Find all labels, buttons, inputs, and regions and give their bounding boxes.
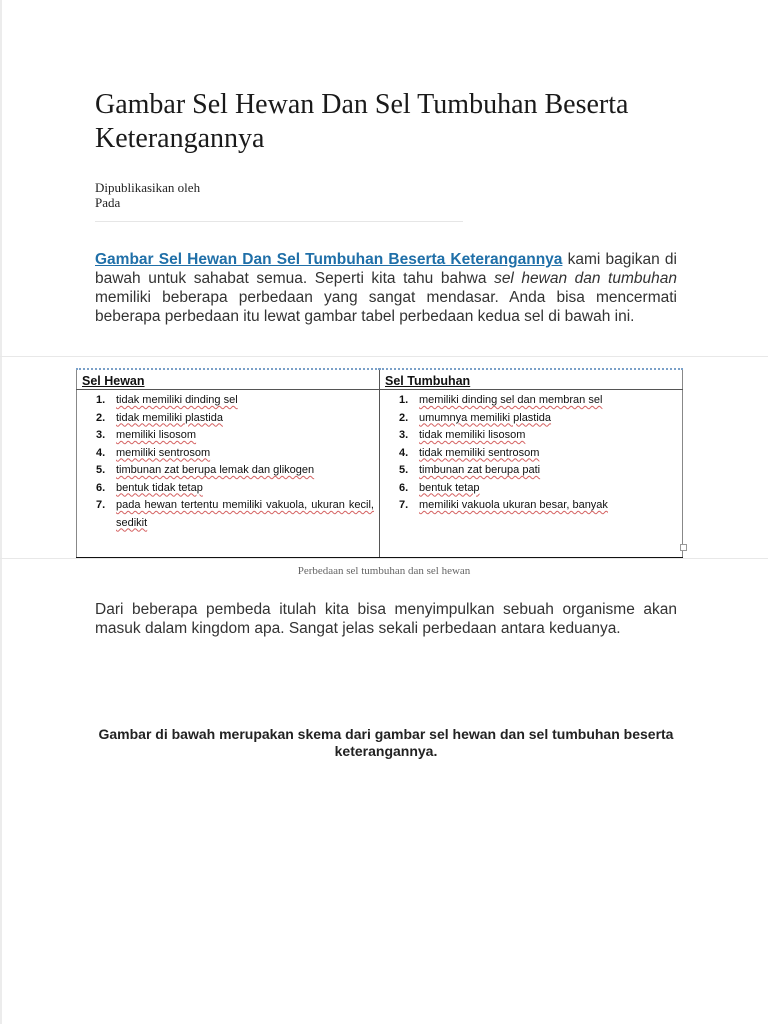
item-text: tidak memiliki lisosom [419,429,526,441]
list-item [82,427,374,445]
item-number: 1. [96,394,106,406]
list-sel-hewan [82,392,374,532]
article-link[interactable]: Gambar Sel Hewan Dan Sel Tumbuhan Beserta Keterangannya [95,251,563,268]
item-text: bentuk tidak tetap [116,481,203,494]
item-text: memiliki sentrosom [116,446,211,459]
item-number: 5. [96,464,106,476]
item-number: 3. [399,429,409,441]
item-text: pada hewan tertentu memiliki vakuola, ukuran kecil, sedikit [116,499,374,529]
item-number: 7. [399,499,409,511]
list-item [82,462,374,480]
item-number: 1. [399,394,409,406]
list-item [385,410,677,428]
item-number: 2. [399,411,409,424]
intro-paragraph [95,250,677,326]
item-text: timbunan zat berupa pati [419,464,541,476]
item-number: 7. [96,499,106,511]
resize-handle [680,544,687,551]
list-item [385,392,677,410]
list-item [82,392,374,410]
list-item [385,445,677,463]
list-item [385,497,677,515]
bold-note: Gambar di bawah merupakan skema dari gambar sel hewan dan sel tumbuhan beserta keterangannya. [98,726,674,759]
item-text: memiliki vakuola ukuran besar, banyak [419,499,608,511]
item-number: 3. [96,429,106,441]
list-item [385,427,677,445]
item-text: bentuk tetap [419,481,480,494]
meta-divider [95,221,463,222]
list-item [82,480,374,498]
intro-emphasis: sel hewan dan tumbuhan [494,270,678,287]
comparison-table [76,368,683,559]
figure-top-divider [0,356,768,357]
list-item [82,410,374,428]
header-sel-tumbuhan: Sel Tumbuhan [380,369,683,390]
item-text: memiliki dinding sel dan membran sel [419,394,603,406]
figure-caption: Perbedaan sel tumbuhan dan sel hewan [297,565,471,577]
item-text: umumnya memiliki plastida [419,411,552,424]
item-text: memiliki lisosom [116,429,197,441]
page-edge [0,0,2,1024]
item-text: tidak memiliki sentrosom [419,446,540,459]
item-text: timbunan zat berupa lemak dan glikogen [116,464,315,476]
item-number: 6. [96,481,106,494]
list-item [385,462,677,480]
item-number: 6. [399,481,409,494]
comparison-table-image [76,368,684,549]
article-meta [95,180,200,210]
figure-bottom-divider [0,558,768,559]
list-item [82,445,374,463]
list-sel-tumbuhan [385,392,677,515]
intro-text-a: kami bagikan di bawah untuk sahabat semua. Seperti kita tahu bahwa [95,251,677,287]
list-item [385,480,677,498]
item-number: 2. [96,411,106,424]
item-number: 5. [399,464,409,476]
list-item [82,497,374,532]
header-sel-hewan: Sel Hewan [77,369,380,390]
published-on: Pada [95,195,121,210]
item-text: tidak memiliki plastida [116,411,223,424]
paragraph-2: Dari beberapa pembeda itulah kita bisa menyimpulkan sebuah organisme akan masuk dalam kingdom apa. Sangat jelas sekali perbedaan antara keduanya. [95,601,677,637]
column-sel-tumbuhan [380,390,683,559]
item-number: 4. [96,446,106,459]
article-title: Gambar Sel Hewan Dan Sel Tumbuhan Beserta Keterangannya [95,89,629,154]
column-sel-hewan [77,390,380,559]
item-number: 4. [399,446,409,459]
item-text: tidak memiliki dinding sel [116,394,238,406]
intro-text-b: memiliki beberapa perbedaan yang sangat mendasar. Anda bisa mencermati beberapa perbedaan itu lewat gambar tabel perbedaan kedua sel di bawah ini. [95,289,677,325]
published-by: Dipublikasikan oleh [95,180,201,195]
